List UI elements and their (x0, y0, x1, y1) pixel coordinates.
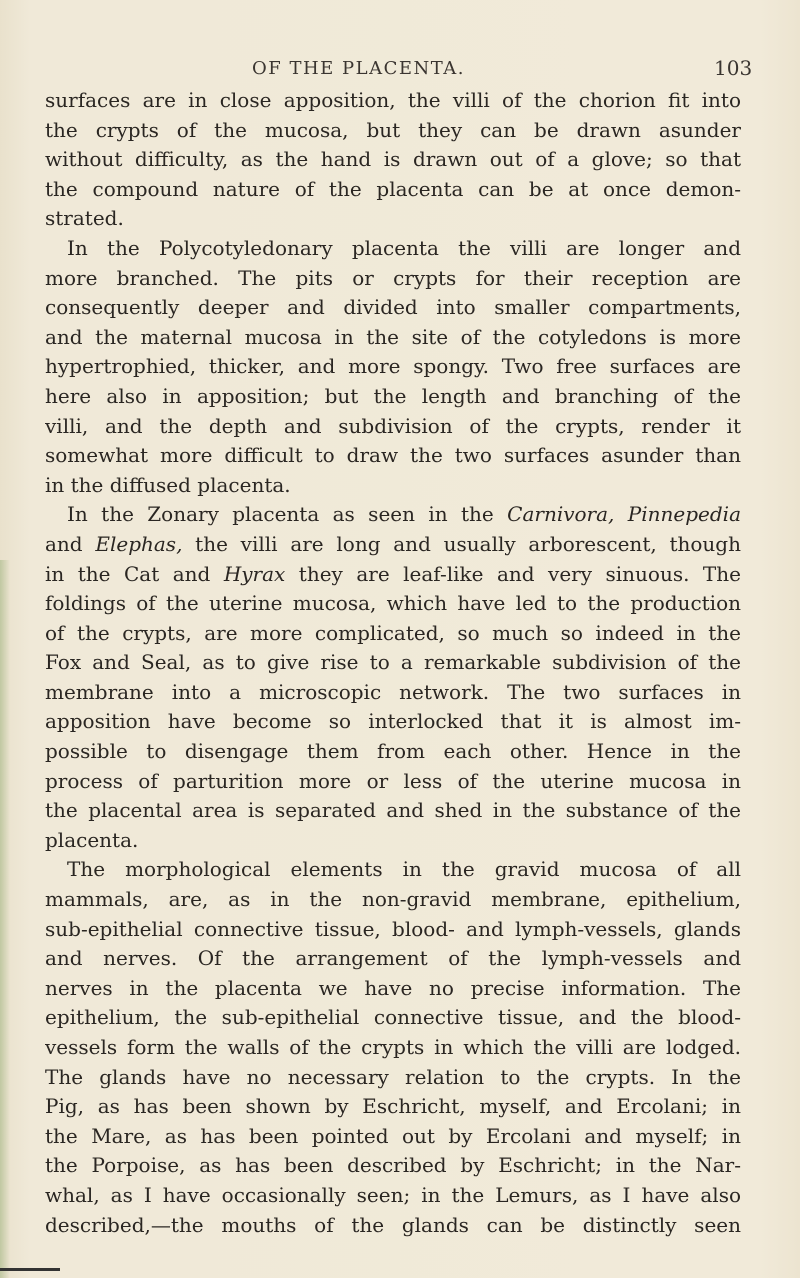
text-line: the crypts of the mucosa, but they can be drawn asunder (45, 117, 741, 142)
text-line: nerves in the placenta we have no precise information. The (45, 975, 741, 1000)
text-line: of the crypts, are more complicated, so much so indeed in the (45, 620, 741, 645)
text-line (45, 500, 741, 530)
text-line: placenta. (45, 827, 139, 852)
page-edge-shadow (0, 560, 10, 1278)
text-line: the Mare, as has been pointed out by Ercolani and myself; in (45, 1123, 741, 1148)
text-line: epithelium, the sub-epithelial connective tissue, and the blood- (45, 1005, 741, 1030)
text-line: The morphological elements in the gravid mucosa of all (67, 857, 741, 882)
text-line: described,—the mouths of the glands can be distinctly seen (45, 1212, 741, 1237)
text-line: process of parturition more or less of the uterine mucosa in (45, 768, 741, 793)
text-line: strated. (45, 206, 124, 231)
text-line: and nerves. Of the arrangement of the lymph-vessels and (45, 946, 741, 971)
text-line: villi, and the depth and subdivision of the crypts, render it (45, 413, 741, 438)
text-line (45, 530, 741, 560)
text-line: the placental area is separated and shed in the substance of the (45, 798, 741, 823)
text-line: possible to disengage them from each other. Hence in the (45, 739, 741, 764)
text-segment: In the Zonary placenta as seen in the (67, 502, 508, 527)
text-line: The glands have no necessary relation to the crypts. In the (45, 1064, 741, 1089)
text-line: the Porpoise, as has been described by Eschricht; in the Nar- (45, 1153, 741, 1178)
text-segment: the villi are long and usually arborescent, though (182, 531, 741, 556)
text-line: In the Polycotyledonary placenta the villi are longer and (67, 235, 741, 260)
text-line: more branched. The pits or crypts for their reception are (45, 265, 741, 290)
text-line: whal, as I have occasionally seen; in the Lemurs, as I have also (45, 1182, 741, 1207)
italic-term: Elephas, (95, 531, 183, 556)
italic-term: Carnivora, Pinnepedia (507, 502, 741, 527)
text-line: Pig, as has been shown by Eschricht, myself, and Ercolani; in (45, 1094, 741, 1119)
text-line: without difficulty, as the hand is drawn out of a glove; so that (45, 147, 741, 172)
text-line: foldings of the uterine mucosa, which have led to the production (45, 591, 741, 616)
text-line: vessels form the walls of the crypts in which the villi are lodged. (45, 1035, 741, 1059)
text-segment: and (45, 531, 96, 556)
body-text (45, 86, 741, 1240)
text-segment: they are leaf-like and very sinuous. The (285, 561, 741, 586)
text-line: here also in apposition; but the length and branching of the (45, 383, 741, 408)
margin-rule (0, 1268, 60, 1271)
text-line: and the maternal mucosa in the site of the cotyledons is more (45, 324, 741, 349)
text-line: in the diffused placenta. (45, 472, 291, 497)
text-line: Fox and Seal, as to give rise to a remarkable subdivision of the (45, 650, 741, 675)
text-line: surfaces are in close apposition, the villi of the chorion fit into (45, 88, 741, 112)
text-line (45, 560, 741, 590)
text-line: hypertrophied, thicker, and more spongy. Two free surfaces are (45, 354, 741, 379)
text-line: consequently deeper and divided into smaller compartments, (45, 295, 741, 320)
text-line: apposition have become so interlocked that it is almost im- (45, 709, 741, 734)
text-line: somewhat more difficult to draw the two surfaces asunder than (45, 443, 741, 468)
running-head: OF THE PLACENTA. (252, 58, 465, 79)
italic-term: Hyrax (223, 561, 286, 586)
page-number: 103 (714, 56, 753, 80)
text-line: membrane into a microscopic network. The two surfaces in (45, 679, 741, 704)
page-header (0, 52, 800, 82)
text-segment: in the Cat and (45, 561, 224, 586)
text-line: mammals, are, as in the non-gravid membrane, epithelium, (45, 887, 741, 912)
text-line: the compound nature of the placenta can be at once demon- (45, 176, 741, 201)
text-line: sub-epithelial connective tissue, blood- and lymph-vessels, glands (45, 916, 741, 941)
